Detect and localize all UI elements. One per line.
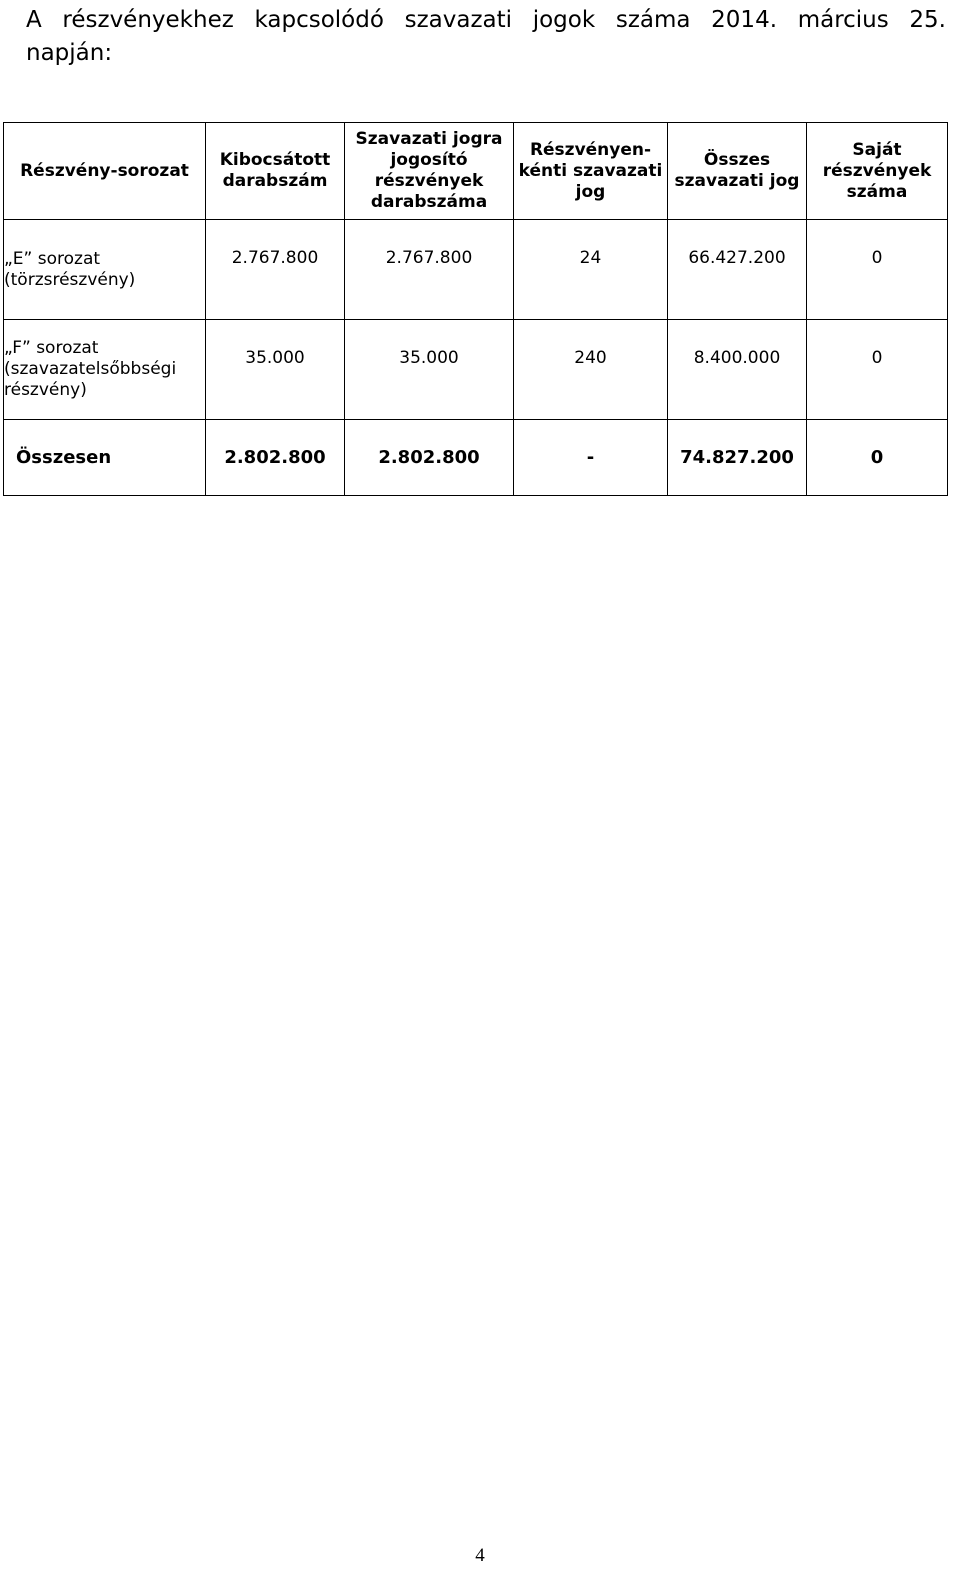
total-own-shares-value: 0 [807, 420, 948, 496]
series-label: „F” sorozat (szavazatelsőbbségi részvény) [4, 320, 206, 420]
total-total-votes-value: 74.827.200 [668, 420, 807, 496]
total-issued-value: 2.802.800 [206, 420, 345, 496]
table-row [4, 320, 948, 420]
header-total-votes: Összes szavazati jog [668, 123, 807, 220]
intro-paragraph: A részvényekhez kapcsolódó szavazati jogok száma 2014. március 25. napján: [26, 7, 946, 66]
total-votes-value: 8.400.000 [668, 320, 807, 420]
header-voting-shares: Szavazati jogra jogosító részvények darabszáma [345, 123, 514, 220]
voting-shares-value: 2.767.800 [345, 220, 514, 320]
own-shares-value: 0 [807, 220, 948, 320]
table-total-row [4, 420, 948, 496]
voting-rights-table [3, 122, 948, 496]
total-label: Összesen [4, 420, 206, 496]
series-label: „E” sorozat (törzsrészvény) [4, 220, 206, 320]
votes-per-share-value: 240 [514, 320, 668, 420]
issued-value: 2.767.800 [206, 220, 345, 320]
header-series: Részvény-sorozat [4, 123, 206, 220]
total-votes-per-share-value: - [514, 420, 668, 496]
header-votes-per-share: Részvényen-kénti szavazati jog [514, 123, 668, 220]
header-issued: Kibocsátott darabszám [206, 123, 345, 220]
issued-value: 35.000 [206, 320, 345, 420]
total-voting-shares-value: 2.802.800 [345, 420, 514, 496]
header-own-shares: Saját részvények száma [807, 123, 948, 220]
votes-per-share-value: 24 [514, 220, 668, 320]
voting-shares-value: 35.000 [345, 320, 514, 420]
own-shares-value: 0 [807, 320, 948, 420]
page-number: 4 [475, 1545, 485, 1566]
table-header-row [4, 123, 948, 220]
table-row [4, 220, 948, 320]
total-votes-value: 66.427.200 [668, 220, 807, 320]
